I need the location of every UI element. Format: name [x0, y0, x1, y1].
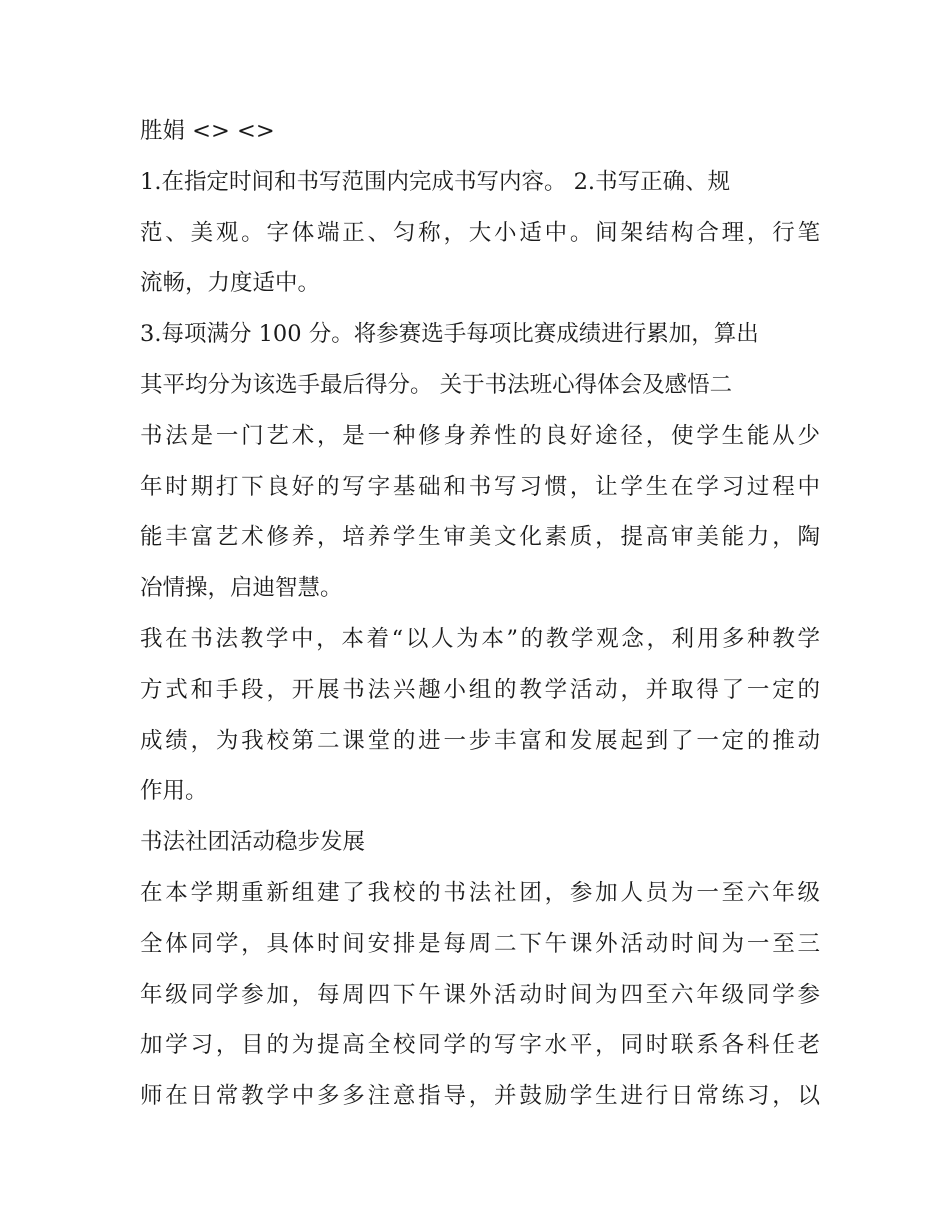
text-line: 作用。 — [140, 778, 208, 805]
text-line: 我在书法教学中，本着“以人为本”的教学观念，利用多种教学 — [140, 625, 820, 652]
text-line: 方式和手段，开展书法兴趣小组的教学活动，并取得了一定的 — [140, 676, 820, 703]
text-line: 3.每项满分 100 分。将参赛选手每项比赛成绩进行累加，算出 — [140, 321, 759, 348]
text-line: 能丰富艺术修养，培养学生审美文化素质，提高审美能力，陶 — [140, 524, 820, 551]
text-line: 其平均分为该选手最后得分。 关于书法班心得体会及感悟二 — [140, 371, 733, 398]
text-line: 师在日常教学中多多注意指导，并鼓励学生进行日常练习，以 — [140, 1083, 820, 1110]
text-line: 成绩，为我校第二课堂的进一步丰富和发展起到了一定的推动 — [140, 727, 820, 754]
text-line: 书法社团活动稳步发展 — [140, 829, 366, 856]
text-line: 年时期打下良好的写字基础和书写习惯，让学生在学习过程中 — [140, 473, 820, 500]
text-line: 流畅，力度适中。 — [140, 270, 321, 297]
document-body — [140, 106, 820, 1122]
text-line: 冶情操，启迪智慧。 — [140, 575, 343, 602]
text-line: 胜娟 <> <> — [140, 118, 275, 144]
text-line: 1.在指定时间和书写范围内完成书写内容。 2.书写正确、规 — [140, 168, 731, 195]
text-line: 年级同学参加，每周四下午课外活动时间为四至六年级同学参 — [140, 981, 820, 1008]
text-line: 书法是一门艺术，是一种修身养性的良好途径，使学生能从少 — [140, 422, 820, 449]
text-line: 在本学期重新组建了我校的书法社团，参加人员为一至六年级 — [140, 879, 820, 906]
text-line: 全体同学，具体时间安排是每周二下午课外活动时间为一至三 — [140, 930, 820, 957]
text-line: 范、美观。字体端正、匀称，大小适中。间架结构合理，行笔 — [140, 219, 820, 246]
text-line: 加学习，目的为提高全校同学的写字水平，同时联系各科任老 — [140, 1032, 820, 1059]
